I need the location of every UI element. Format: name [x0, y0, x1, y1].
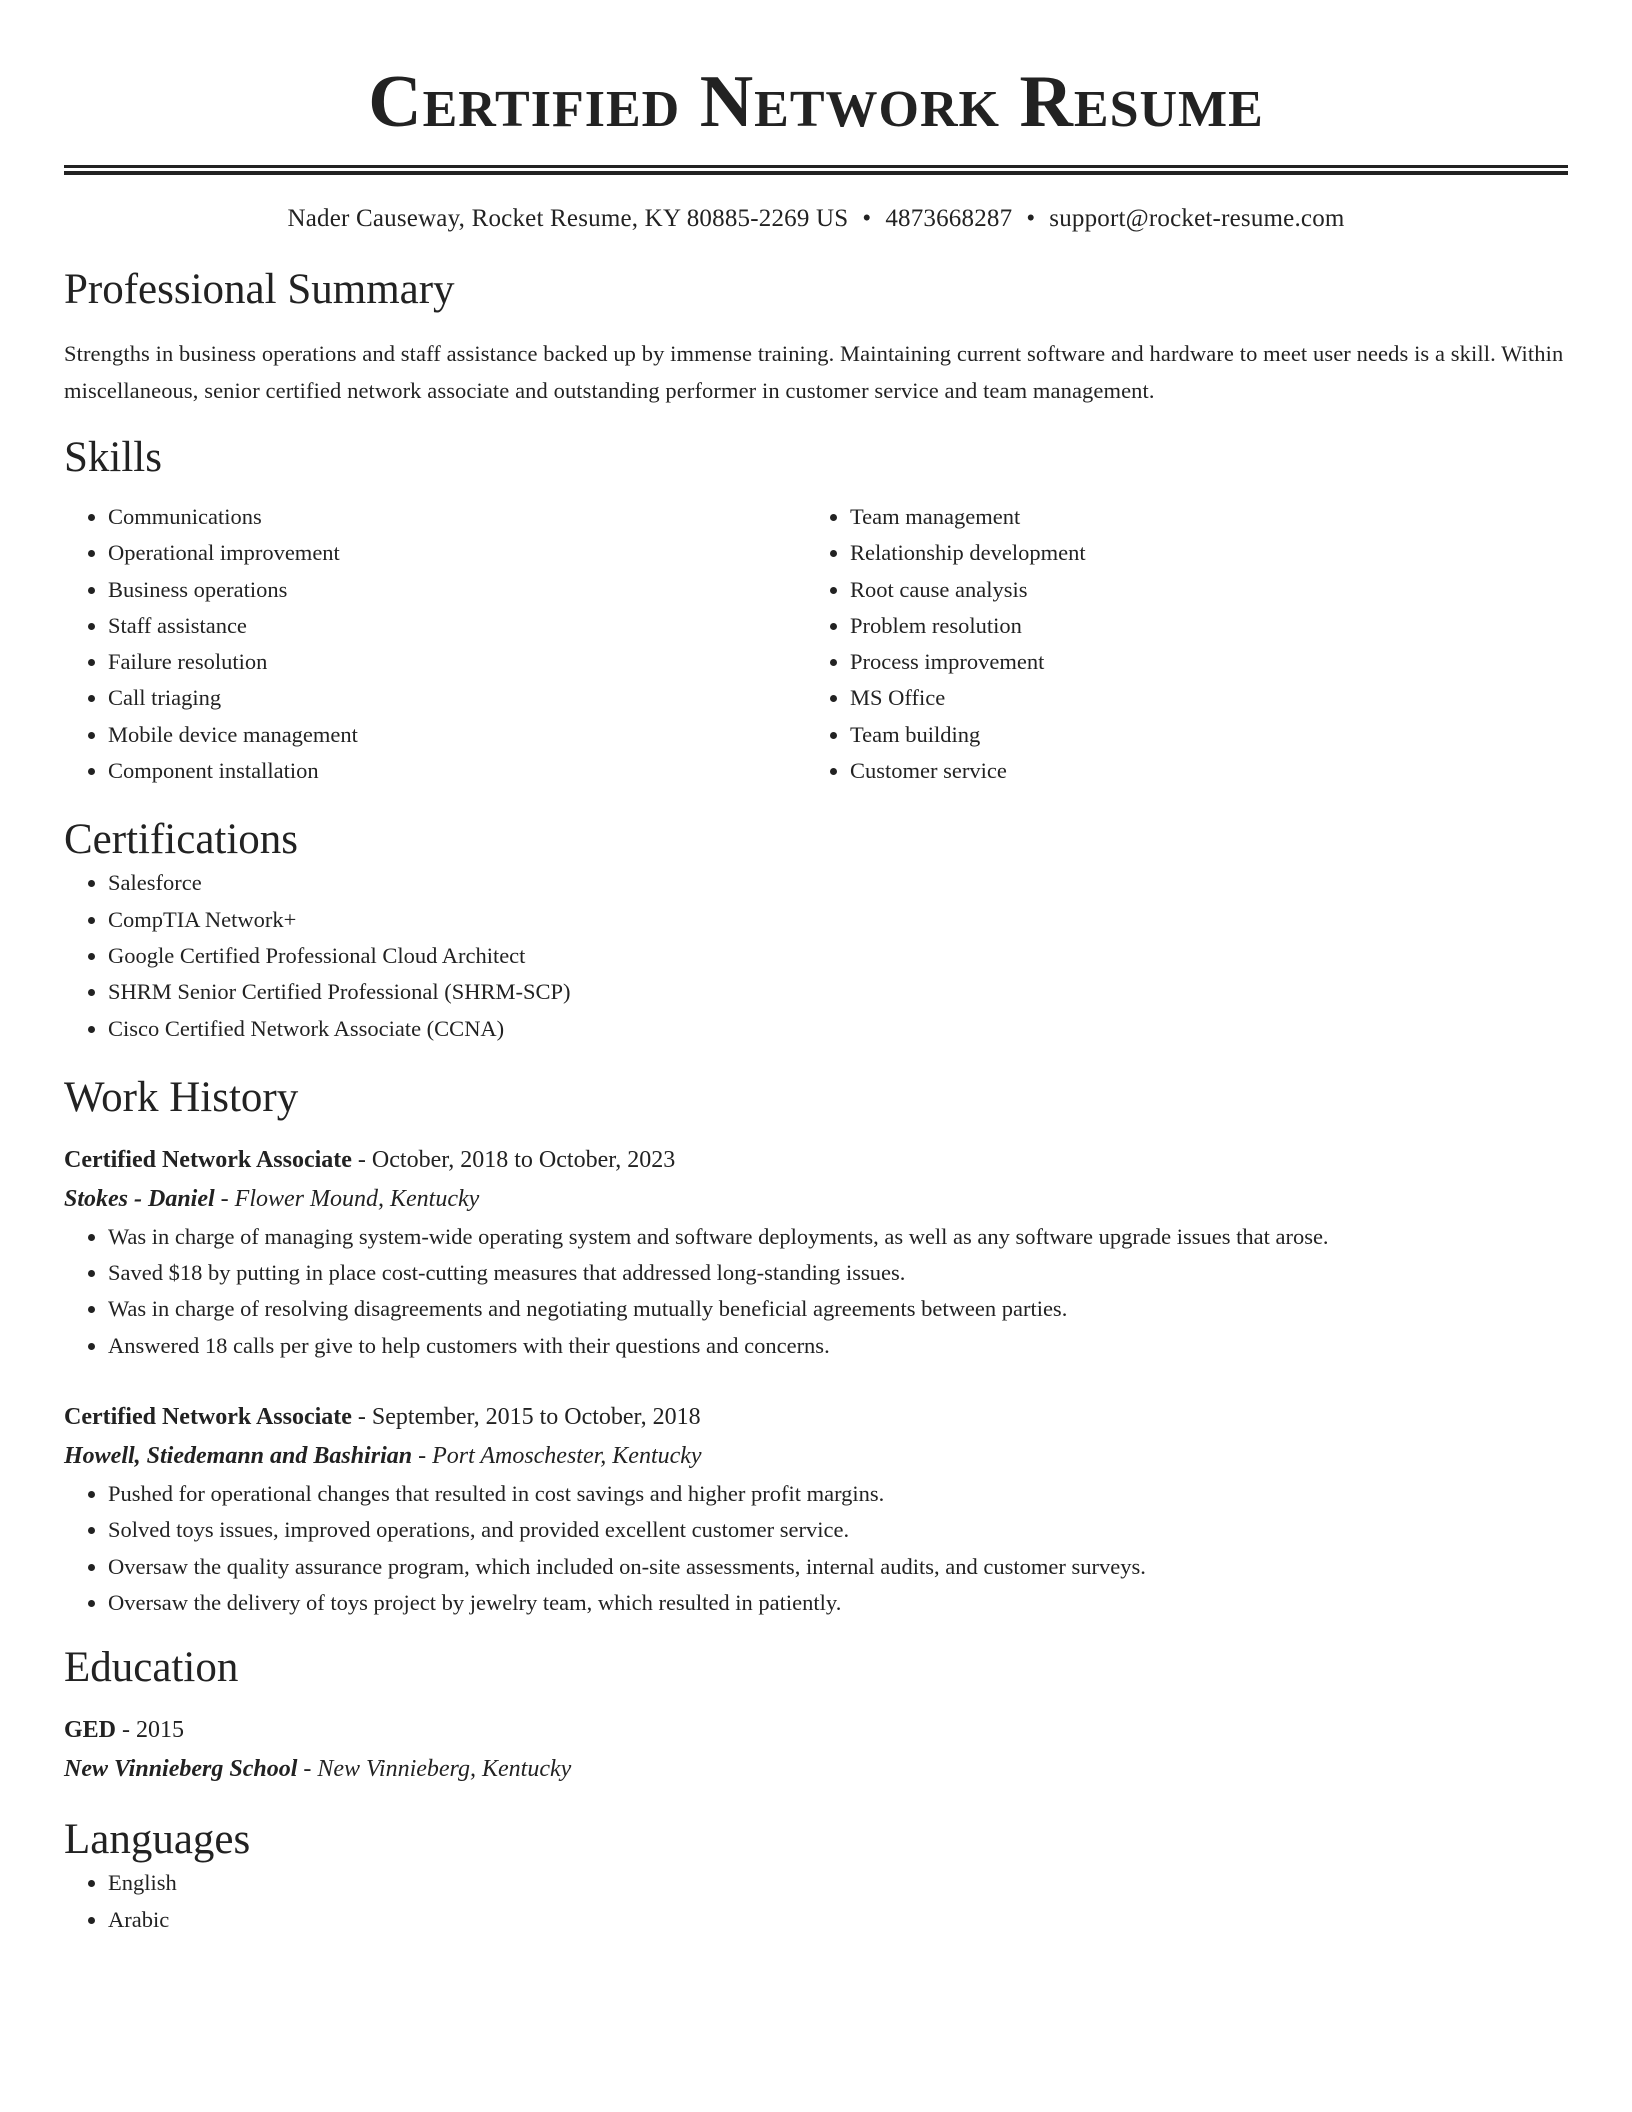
education-school-line [64, 1749, 1568, 1789]
certification-item: • Salesforce [108, 865, 1568, 901]
skill-item: • Team building [850, 717, 1548, 753]
contact-line [64, 203, 1568, 235]
education-year: - 2015 [116, 1717, 185, 1744]
skill-item: • Problem resolution [850, 608, 1548, 644]
job-duties-list [64, 1219, 1568, 1364]
job-company-line [64, 1179, 1568, 1219]
certifications-list [64, 865, 1568, 1046]
skill-item: • Call triaging [108, 680, 806, 716]
contact-separator: • [1026, 205, 1036, 232]
job-location: - Flower Mound, Kentucky [214, 1185, 480, 1212]
education-degree: GED [64, 1717, 117, 1744]
skills-grid [64, 499, 1568, 789]
certification-item: • Cisco Certified Network Associate (CCNA) [108, 1011, 1568, 1047]
contact-email: support@rocket-resume.com [1049, 205, 1345, 232]
skills-column-left [64, 499, 806, 789]
resume-title: Certified Network Resume [368, 61, 1264, 143]
skill-item: • Mobile device management [108, 717, 806, 753]
summary-heading: Professional Summary [64, 266, 455, 313]
certification-item: • SHRM Senior Certified Professional (SHRM-SCP) [108, 974, 1568, 1010]
contact-address: Nader Causeway, Rocket Resume, KY 80885-2269 US [287, 205, 849, 232]
certifications-heading: Certifications [64, 816, 299, 864]
job-duty: • Was in charge of managing system-wide operating system and software deployments, as well as any software upgrade issues that arose. [108, 1219, 1568, 1255]
skill-item: • Team management [850, 499, 1548, 535]
skill-item: • Relationship development [850, 535, 1548, 571]
skills-heading: Skills [64, 434, 162, 481]
skill-item: • Business operations [108, 572, 806, 608]
skill-item: • Communications [108, 499, 806, 535]
skill-item: • Staff assistance [108, 608, 806, 644]
certification-item: • Google Certified Professional Cloud Architect [108, 938, 1568, 974]
skills-list-right [806, 499, 1548, 789]
job-duty: • Pushed for operational changes that resulted in cost savings and higher profit margins. [108, 1476, 1568, 1512]
languages-list [64, 1865, 1568, 1938]
education-degree-line [64, 1711, 1568, 1749]
job-company: Stokes - Daniel [64, 1185, 215, 1212]
job-dates: - October, 2018 to October, 2023 [351, 1146, 676, 1173]
job-duty: • Saved $18 by putting in place cost-cutting measures that addressed long-standing issues. [108, 1255, 1568, 1291]
job-title-line [64, 1398, 1568, 1436]
job-company-line [64, 1436, 1568, 1476]
education-school: New Vinnieberg School [64, 1756, 298, 1783]
work-history-heading: Work History [64, 1073, 299, 1121]
job-entry [64, 1141, 1568, 1364]
education-location: - New Vinnieberg, Kentucky [297, 1756, 572, 1783]
language-item: • English [108, 1865, 1568, 1901]
job-dates: - September, 2015 to October, 2018 [351, 1404, 701, 1431]
job-duty: • Oversaw the delivery of toys project by jewelry team, which resulted in patiently. [108, 1585, 1568, 1621]
skills-column-right [806, 499, 1548, 789]
skill-item: • Root cause analysis [850, 572, 1548, 608]
skill-item: • Operational improvement [108, 535, 806, 571]
language-item: • Arabic [108, 1902, 1568, 1938]
job-location: - Port Amoschester, Kentucky [412, 1443, 702, 1470]
skill-item: • Customer service [850, 753, 1548, 789]
job-duty: • Answered 18 calls per give to help customers with their questions and concerns. [108, 1328, 1568, 1364]
certification-item: • CompTIA Network+ [108, 902, 1568, 938]
job-title-line [64, 1141, 1568, 1179]
contact-separator: • [862, 205, 872, 232]
summary-text: Strengths in business operations and staff assistance backed up by immense training. Maintaining current software and hardware to meet user needs is a skill. Within miscellaneous, senior certified network associate and outstanding performer in customer service and team management. [64, 341, 1564, 403]
languages-heading: Languages [64, 1816, 251, 1864]
job-title: Certified Network Associate [64, 1146, 352, 1173]
skill-item: • Component installation [108, 753, 806, 789]
job-duty: • Was in charge of resolving disagreements and negotiating mutually beneficial agreements between parties. [108, 1291, 1568, 1327]
title-divider [64, 165, 1568, 175]
education-entry [64, 1711, 1568, 1789]
job-title: Certified Network Associate [64, 1404, 352, 1431]
contact-phone: 4873668287 [885, 205, 1013, 232]
skill-item: • Process improvement [850, 644, 1548, 680]
skill-item: • MS Office [850, 680, 1548, 716]
job-duty: • Oversaw the quality assurance program, which included on-site assessments, internal audits, and customer surveys. [108, 1549, 1568, 1585]
job-duty: • Solved toys issues, improved operations, and provided excellent customer service. [108, 1512, 1568, 1548]
job-duties-list [64, 1476, 1568, 1621]
job-company: Howell, Stiedemann and Bashirian [64, 1443, 413, 1470]
education-heading: Education [64, 1644, 239, 1692]
skill-item: • Failure resolution [108, 644, 806, 680]
job-entry [64, 1398, 1568, 1621]
skills-list-left [64, 499, 806, 789]
